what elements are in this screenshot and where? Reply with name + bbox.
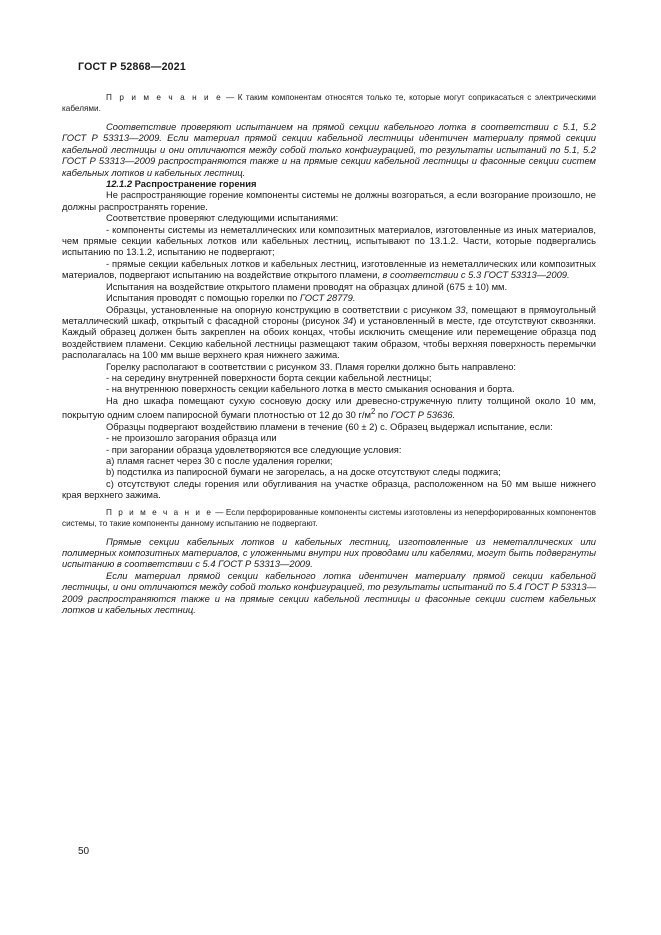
note-label: П р и м е ч а н и е bbox=[106, 93, 223, 102]
list-item: - при загорании образца удовлетворяются все следующие условия: bbox=[106, 443, 402, 455]
section-heading bbox=[62, 178, 596, 189]
body-paragraph: Испытания проводят с помощью горелки по ГОСТ 28779. bbox=[106, 292, 356, 304]
body-paragraph: Образцы подвергают воздействию пламени в течение (60 ± 2) с. Образец выдержал испытание, если: bbox=[106, 420, 553, 432]
document-header: ГОСТ Р 52868—2021 bbox=[78, 61, 186, 73]
section-title: Распространение горения bbox=[132, 178, 257, 190]
note-text: — Если перфорированные компоненты системы изготовлены из неперфорированных компонентов системы, то такие компоненты данному испытанию не подвергают. bbox=[62, 507, 597, 528]
list-item: а) пламя гаснет через 30 с после удаления горелки; bbox=[106, 454, 333, 466]
italic-paragraph: Прямые секции кабельных лотков и кабельных лестниц, изготовленные из неметаллических или полимерных композитных материалов, с уложенными внутри них проводами или кабелями, могут быть подвергнуты испытанию в соответствии с 5.4 ГОСТ Р 53313—2009. bbox=[62, 535, 596, 570]
italic-paragraph: Если материал прямой секции кабельного лотка идентичен материалу прямой секции кабельной лестницы, и они отличаются между собой только конфигурацией, то результаты испытаний по 5.4 ГОСТ Р 53313—2009 распространяются также и на прямые секции кабельной лестницы и фасонные секции систем кабельных лотков и кабельных лестниц. bbox=[62, 569, 596, 615]
body-paragraph: Испытания на воздействие открытого пламени проводят на образцах длиной (675 ± 10) мм. bbox=[106, 280, 508, 292]
body-paragraph: Не распространяющие горение компоненты системы не должны возгораться, а если возгорание произошло, не должны распространять горение. bbox=[62, 189, 596, 212]
body-paragraph: Соответствие проверяют следующими испытаниями: bbox=[106, 212, 339, 224]
list-item: c) отсутствуют следы горения или обугливания на участке образца, расположенном на 50 мм выше нижнего края верхнего зажима. bbox=[62, 477, 596, 501]
body-paragraph: На дно шкафа помещают сухую сосновую доску или древесно-стружечную плиту толщиной около 10 мм, покрытую одним слоем папиросной бумаги плотностью от 12 до 30 $г/м^2$ по ГОСТ Р 53636. bbox=[62, 394, 596, 421]
list-item: - на внутреннюю поверхность секции кабельного лотка в место смыкания основания и борта. bbox=[106, 383, 515, 395]
body-paragraph: Образцы, установленные на опорную конструкцию в соответствии с рисунком 33, помещают в прямоугольный металлический шкаф, открытый с фасадной стороны (рисунок 34) и установленный в месте, где отсутствуют сквозняки. Каждый образец должен быть закреплен на обоих концах, чтобы исключить смещение или перемещение образца под воздействием пламени. Секцию кабельной лестницы размещают таким образом, чтобы верхняя поверхность перемычки располагалась на 100 мм выше верхнего края нижнего зажима. bbox=[62, 303, 596, 361]
note-text: — К таким компонентам относятся только те, которые могут соприкасаться с электрическими кабелями. bbox=[62, 93, 596, 113]
note-paragraph bbox=[62, 92, 596, 114]
note-paragraph bbox=[62, 507, 596, 529]
list-item: - не произошло загорания образца или bbox=[106, 432, 277, 444]
compliance-paragraph: Соответствие проверяют испытанием на прямой секции кабельного лотка в соответствии с 5.1, 5.2 ГОСТ Р 53313—2009. Если материал прямой секции кабельной лестницы идентичен материалу прямой секции кабельной лестницы и они отличаются между собой только конфигурацией, то результаты испытаний по 5.1, 5.2 ГОСТ Р 53313—2009 распространяются также и на прямые секции кабельной лестницы и фасонные секции систем кабельных лотков и кабельных лестниц. bbox=[62, 121, 596, 178]
page-body bbox=[62, 92, 596, 615]
section-number: 12.1.2 bbox=[106, 178, 133, 190]
note-label: П р и м е ч а н и е bbox=[106, 507, 213, 517]
page-number: 50 bbox=[78, 846, 90, 857]
body-paragraph: Горелку располагают в соответствии с рисунком 33. Пламя горелки должно быть направлено: bbox=[106, 360, 517, 372]
list-item: - прямые секции кабельных лотков и кабельных лестниц, изготовленные из неметаллических или композитных материалов, подвергают испытанию на воздействие открытого пламени, в соответствии с 5.3 ГОСТ 53313—2009. bbox=[62, 257, 596, 281]
list-item: - компоненты системы из неметаллических или композитных материалов, изготовленные из иных материалов, чем прямые секции кабельных лотков или кабельных лестниц, испытывают по 13.1.2. Части, которые подвергались испытанию по 13.1.2, испытанию не подвергают; bbox=[62, 223, 596, 258]
list-item: - на середину внутренней поверхности борта секции кабельной лестницы; bbox=[106, 371, 432, 383]
list-item: b) подстилка из папиросной бумаги не загорелась, а на доске отсутствуют следы поджига; bbox=[106, 466, 501, 478]
